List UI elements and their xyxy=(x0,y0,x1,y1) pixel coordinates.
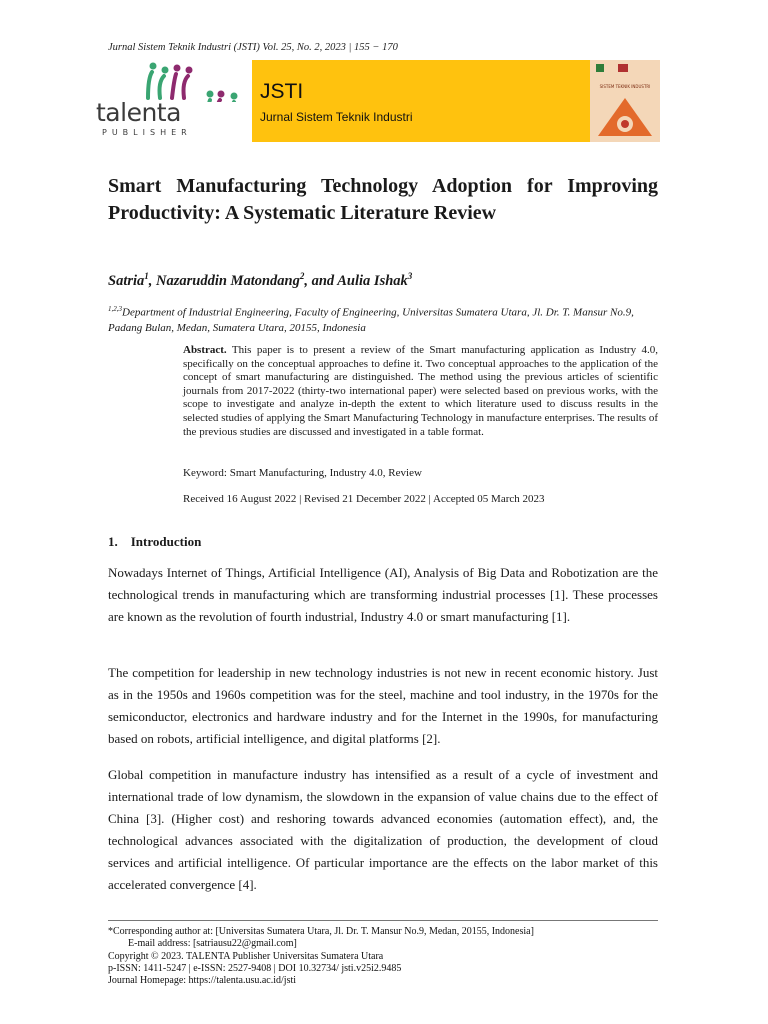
footnote-divider xyxy=(108,920,658,921)
cover-emblem-icon xyxy=(618,64,628,72)
affiliation xyxy=(108,302,658,336)
author-affil-mark: 1 xyxy=(144,271,149,281)
cover-label: SISTEM TEKNIK INDUSTRI xyxy=(599,84,651,89)
journal-cover-thumbnail xyxy=(590,60,660,142)
section-heading: 1. Introduction xyxy=(108,534,202,549)
affiliation-text: Department of Industrial Engineering, Faculty of Engineering, Universitas Sumatera Utara, Jl. Dr. T. Mansur No.9, Padang Bulan, Medan, Sumatera Utara, 20155, Indonesia xyxy=(108,306,634,334)
body-paragraph: The competition for leadership in new technology industries is not new in recent economic history. Just as in the 1950s and 1960s competition was for the steel, machine and tool industry, in the 1970s for the semiconductor, electronics and hardware industry and for the Internet in the 1990s, for manufacturing based on robots, artificial intelligence, and digital platforms [2]. xyxy=(108,665,658,746)
body-paragraph: Global competition in manufacture industry has intensified as a result of a cycle of investment and international trade of low dynamism, the slowdown in the expansion of value chains due to the effect of China [3]. (Higher cost) and reshoring towards advanced economies (automation effect), and, the technological advances associated with the digitalization of production, the development of cloud services and artificial intelligence. Of particular importance are the effects on the labor market of this accelerated convergence [4]. xyxy=(108,767,658,892)
submission-dates: Received 16 August 2022 | Revised 21 December 2022 | Accepted 05 March 2023 xyxy=(183,493,545,505)
abstract-label: Abstract. xyxy=(183,344,227,356)
footnote-email: E-mail address: [satriausu22@gmail.com] xyxy=(128,938,297,949)
logo-figures-icon xyxy=(96,58,246,102)
author-name: Satria xyxy=(108,272,145,289)
author-name: , and Aulia Ishak xyxy=(304,272,408,289)
footnote-copyright: Copyright © 2023. TALENTA Publisher Universitas Sumatera Utara xyxy=(108,951,384,962)
talenta-logo xyxy=(96,58,246,140)
footnote-corresponding: *Corresponding author at: [Universitas Sumatera Utara, Jl. Dr. T. Mansur No.9, Medan, 20155, Indonesia] xyxy=(108,926,534,937)
banner-title: JSTI xyxy=(260,80,304,103)
keywords: Keyword: Smart Manufacturing, Industry 4.0, Review xyxy=(183,467,422,479)
running-head: Jurnal Sistem Teknik Industri (JSTI) Vol. 25, No. 2, 2023 | 155 − 170 xyxy=(108,42,398,53)
author-name: , Nazaruddin Matondang xyxy=(148,272,300,289)
cover-graphic-icon xyxy=(590,92,660,142)
logo-subtitle: PUBLISHER xyxy=(102,128,192,137)
cover-emblem-icon xyxy=(596,64,604,72)
banner-subtitle: Jurnal Sistem Teknik Industri xyxy=(260,110,413,124)
logo-wordmark: talenta xyxy=(96,98,181,127)
footnote-issn: p-ISSN: 1411-5247 | e-ISSN: 2527-9408 | DOI 10.32734/ jsti.v25i2.9485 xyxy=(108,963,402,974)
footnote-homepage: Journal Homepage: https://talenta.usu.ac.id/jsti xyxy=(108,975,297,986)
abstract xyxy=(183,344,658,439)
author-list xyxy=(108,271,412,290)
author-affil-mark: 2 xyxy=(299,271,305,281)
affiliation-mark: 1,2,3 xyxy=(108,305,122,313)
author-affil-mark: 3 xyxy=(407,271,413,281)
abstract-text: This paper is to present a review of the Smart manufacturing application as Industry 4.0, specifically on the conceptual approaches to define it. Two conceptual approaches to the application of the concept of smart manufacturing are distinguished. The method using the previous articles of scientific journals from 2017-2022 (thirty-two international paper) were selected based on previous works, with the scope to investigate and analyze in-depth the extent to which literature used to discuss results in the selected studies of applying the Smart Manufacturing Technology in manufacture enterprises. The results of the previous studies are discussed and investigated in a table format. xyxy=(183,344,658,438)
paper-title: Smart Manufacturing Technology Adoption for Improving Productivity: A Systematic Literature Review xyxy=(108,175,658,224)
body-paragraph: Nowadays Internet of Things, Artificial Intelligence (AI), Analysis of Big Data and Robotization are the technological trends in manufacturing which are transforming industrial processes [1]. These processes are known as the revolution of fourth industrial, Industry 4.0 or smart manufacturing [1]. xyxy=(108,565,658,624)
journal-banner xyxy=(252,60,590,142)
